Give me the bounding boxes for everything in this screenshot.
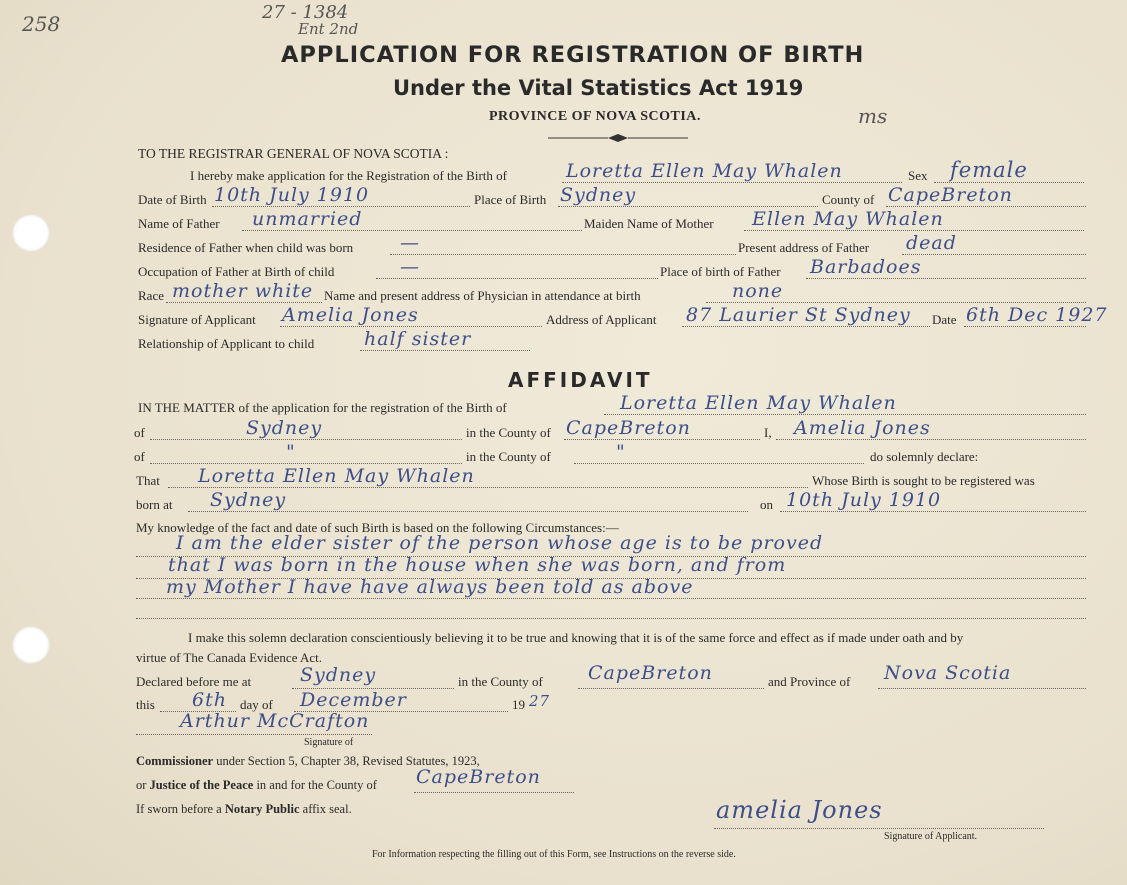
footer-note: For Information respecting the filling out of this Form, see Instructions on the reverse side. <box>372 849 736 860</box>
punch-hole-top <box>12 214 50 252</box>
occupation-value: — <box>400 256 420 278</box>
that-value: Loretta Ellen May Whalen <box>198 465 475 487</box>
province-value: Nova Scotia <box>884 662 1012 684</box>
justice-rest: in and for the County of <box>256 778 377 792</box>
applicant-signature: amelia Jones <box>716 796 883 824</box>
residence-line <box>390 254 736 255</box>
pob-label: Place of Birth <box>474 192 547 207</box>
county2-value: " <box>616 441 626 463</box>
residence-label: Residence of Father when child was born <box>138 240 354 255</box>
relationship-line <box>360 350 530 351</box>
county-label: County of <box>822 192 875 207</box>
this-label: this <box>136 697 155 712</box>
province-line <box>878 688 1086 689</box>
relationship-label: Relationship of Applicant to child <box>138 336 315 351</box>
province-heading: PROVINCE OF NOVA SCOTIA. <box>489 109 701 124</box>
child-name-line <box>562 182 902 183</box>
in-county-line <box>564 439 760 440</box>
sex-label: Sex <box>908 168 928 183</box>
form-title: APPLICATION FOR REGISTRATION OF BIRTH <box>281 42 865 68</box>
residence-value: — <box>400 232 420 254</box>
child-name-value: Loretta Ellen May Whalen <box>566 160 843 182</box>
date-label: Date <box>932 312 957 327</box>
of-value: Sydney <box>246 417 323 439</box>
declared-county-line <box>578 688 764 689</box>
notary-bold: Notary Public <box>224 802 300 816</box>
declared-county-label: in the County of <box>458 674 543 689</box>
commissioner-rest: under Section 5, Chapter 38, Revised Statutes, 1923, <box>216 754 480 768</box>
signature-line <box>280 326 542 327</box>
justice-line <box>136 778 377 793</box>
punch-hole-bottom <box>12 626 50 664</box>
that-label: That <box>136 473 160 488</box>
in-county-label: in the County of <box>466 425 551 440</box>
year-prefix: 19 <box>512 697 525 712</box>
circumstances-text-1: I am the elder sister of the person whose age is to be proved <box>176 532 824 554</box>
address-line <box>682 326 930 327</box>
pob-line <box>558 206 818 207</box>
that-line <box>168 487 808 488</box>
affidavit-heading: AFFIDAVIT <box>508 368 653 392</box>
father-value: unmarried <box>252 208 363 230</box>
physician-label: Name and present address of Physician in attendance at birth <box>324 288 641 303</box>
this-day-value: 6th <box>192 689 227 711</box>
i-line <box>776 439 1086 440</box>
dob-label: Date of Birth <box>138 192 207 207</box>
county-value: CapeBreton <box>888 184 1013 206</box>
mother-line <box>744 230 1084 231</box>
notary-pre: If sworn before a <box>136 802 222 816</box>
circumstances-line-3 <box>136 598 1086 599</box>
physician-value: none <box>732 280 784 302</box>
father-label: Name of Father <box>138 216 220 231</box>
county2-line <box>574 463 864 464</box>
declared-county-value: CapeBreton <box>588 662 713 684</box>
declaration-text-2: virtue of The Canada Evidence Act. <box>136 650 323 665</box>
of2-line <box>150 463 462 464</box>
notary-post: affix seal. <box>302 802 352 816</box>
registrar-line: TO THE REGISTRAR GENERAL OF NOVA SCOTIA : <box>138 146 449 161</box>
address-label: Address of Applicant <box>546 312 657 327</box>
month-value: December <box>300 689 407 711</box>
province-label: and Province of <box>768 674 851 689</box>
declared-at-value: Sydney <box>300 664 377 686</box>
county-line <box>886 206 1086 207</box>
i-label: I, <box>764 425 772 440</box>
declare-label: do solemnly declare: <box>870 449 979 464</box>
circumstances-line-4 <box>136 618 1086 619</box>
of2-value: " <box>286 441 296 463</box>
matter-name: Loretta Ellen May Whalen <box>620 392 897 414</box>
matter-line <box>604 414 1086 415</box>
signature-value: Amelia Jones <box>282 304 419 326</box>
year-value: 27 <box>529 692 551 710</box>
file-number: 27 - 1384 <box>262 2 349 23</box>
of-line <box>150 439 462 440</box>
present-address-value: dead <box>906 232 957 254</box>
justice-county-value: CapeBreton <box>416 766 541 788</box>
initials-note: ms <box>858 104 888 128</box>
intro-label: I hereby make application for the Registration of the Birth of <box>190 168 507 183</box>
born-at-label: born at <box>136 497 173 512</box>
father-birthplace-value: Barbadoes <box>810 256 922 278</box>
sex-line <box>934 182 1084 183</box>
declaration-text-1: I make this solemn declaration conscientiously believing it to be true and knowing that it is of the same force and effect as if made under oath and by <box>188 630 964 645</box>
occupation-line <box>376 278 658 279</box>
on-label: on <box>760 497 773 512</box>
applicant-signature-line <box>714 828 1044 829</box>
sex-value: female <box>950 158 1028 182</box>
notary-line <box>136 802 352 817</box>
father-birthplace-label: Place of birth of Father <box>660 264 781 279</box>
county2-label: in the County of <box>466 449 551 464</box>
commissioner-signature: Arthur McCrafton <box>180 710 370 732</box>
occupation-label: Occupation of Father at Birth of child <box>138 264 335 279</box>
born-at-line <box>188 511 748 512</box>
knowledge-label: My knowledge of the fact and date of such Birth is based on the following Circumstances:— <box>136 520 619 535</box>
present-address-line <box>902 254 1086 255</box>
mother-label: Maiden Name of Mother <box>584 216 714 231</box>
race-value: mother white <box>172 280 314 302</box>
i-value: Amelia Jones <box>794 417 931 439</box>
circumstances-text-2: that I was born in the house when she was born, and from <box>168 554 787 576</box>
ornament-divider <box>548 132 688 144</box>
dob-line <box>212 206 470 207</box>
born-at-value: Sydney <box>210 489 287 511</box>
father-line <box>242 230 582 231</box>
on-line <box>780 511 1086 512</box>
signature-label: Signature of Applicant <box>138 312 256 327</box>
pob-value: Sydney <box>560 184 637 206</box>
day-of-label: day of <box>240 697 273 712</box>
commissioner-bold: Commissioner <box>136 754 214 768</box>
address-value: 87 Laurier St Sydney <box>686 304 911 326</box>
date-value: 6th Dec 1927 <box>966 304 1108 326</box>
justice-bold: Justice of the Peace <box>149 778 254 792</box>
justice-or: or <box>136 778 147 792</box>
physician-line <box>706 302 1086 303</box>
applicant-signature-label: Signature of Applicant. <box>884 831 978 842</box>
race-line <box>166 302 322 303</box>
present-address-label: Present address of Father <box>738 240 870 255</box>
county-value-affidavit: CapeBreton <box>566 417 691 439</box>
relationship-value: half sister <box>364 328 472 350</box>
form-subtitle: Under the Vital Statistics Act 1919 <box>393 76 804 100</box>
race-label: Race <box>138 288 164 303</box>
mother-value: Ellen May Whalen <box>752 208 944 230</box>
whose-label: Whose Birth is sought to be registered was <box>812 473 1035 488</box>
on-value: 10th July 1910 <box>786 489 942 511</box>
page-number: 258 <box>22 12 61 36</box>
declared-label: Declared before me at <box>136 674 252 689</box>
dob-value: 10th July 1910 <box>214 184 370 206</box>
signature-of-label: Signature of <box>304 737 354 748</box>
matter-label: IN THE MATTER of the application for the registration of the Birth of <box>138 400 507 415</box>
commissioner-signature-line <box>136 734 372 735</box>
date-line <box>964 326 1086 327</box>
entered-note: Ent 2nd <box>298 20 359 38</box>
of-label: of <box>134 425 145 440</box>
circumstances-text-3: my Mother I have have always been told as above <box>166 576 694 598</box>
justice-county-line <box>414 792 574 793</box>
father-birthplace-line <box>806 278 1086 279</box>
of2-label: of <box>134 449 145 464</box>
